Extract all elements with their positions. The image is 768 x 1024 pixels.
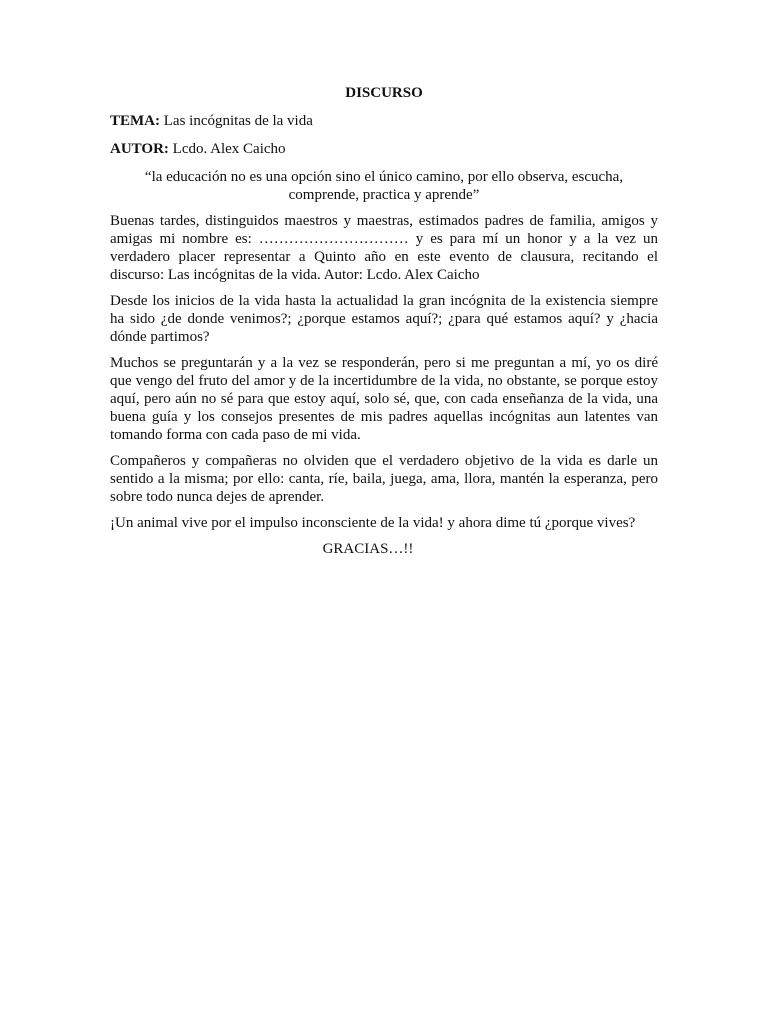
document-body <box>110 84 658 558</box>
tema-label: TEMA: <box>110 113 160 129</box>
paragraph-questions: Desde los inicios de la vida hasta la actualidad la gran incógnita de la existencia siempre ha sido ¿de donde venimos?; ¿porque estamos aquí?; ¿para qué estamos aquí? y ¿hacia dónde partimos? <box>110 293 658 345</box>
closing-thanks: GRACIAS…!! <box>322 541 414 557</box>
autor-value: Lcdo. Alex Caicho <box>168 141 286 157</box>
document-title: DISCURSO <box>345 85 423 101</box>
paragraph-advice: Compañeros y compañeras no olviden que el verdadero objetivo de la vida es darle un sentido a la misma; por ello: canta, ríe, baila, juega, ama, llora, mantén la esperanza, pero sobre todo nunca dejes de aprender. <box>110 453 658 505</box>
paragraph-reflection: Muchos se preguntarán y a la vez se responderán, pero si me preguntan a mí, yo os diré que vengo del fruto del amor y de la incertidumbre de la vida, no obstante, se porque estoy aquí, pero aún no sé para que estoy aquí, solo sé, que, con cada enseñanza de la vida, una buena guía y los consejos presentes de mis padres aquellas incógnitas aun latentes van tomando forma con cada paso de mi vida. <box>110 355 658 443</box>
autor-label: AUTOR: <box>110 141 169 157</box>
tema-line <box>110 112 658 130</box>
autor-line <box>110 140 658 158</box>
epigraph-quote: “la educación no es una opción sino el único camino, por ello observa, escucha, comprende, practica y aprende” <box>144 169 624 203</box>
paragraph-final-question: ¡Un animal vive por el impulso inconsciente de la vida! y ahora dime tú ¿porque vives? <box>110 515 636 531</box>
tema-value: Las incógnitas de la vida <box>160 113 313 129</box>
paragraph-greeting: Buenas tardes, distinguidos maestros y maestras, estimados padres de familia, amigos y amigas mi nombre es: ………………………… y es para mí un honor y a la vez un verdadero placer representar a Quinto año en este evento de clausura, recitando el discurso: Las incógnitas de la vida. Autor: Lcdo. Alex Caicho <box>110 213 658 283</box>
